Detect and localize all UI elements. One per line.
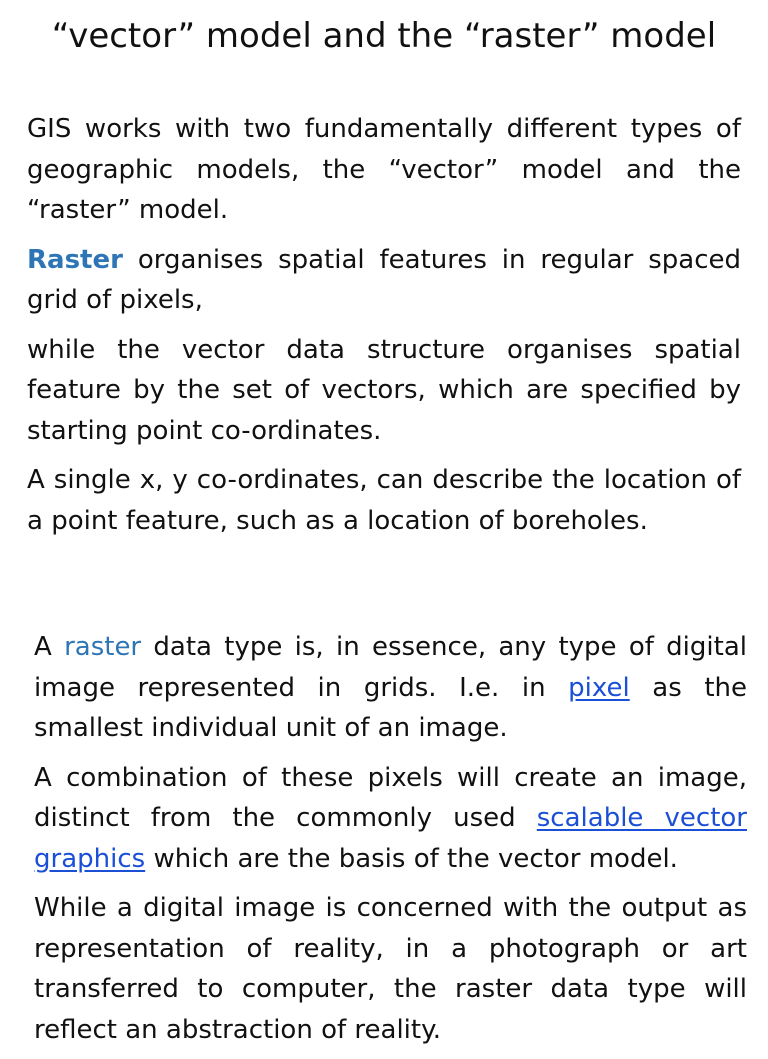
paragraph-raster-definition: [27, 240, 741, 321]
raster-keyword-inline: raster: [64, 632, 142, 662]
text-block-gis-models: [27, 109, 741, 550]
raster-definition-text: organises spatial features in regular spaced grid of pixels,: [27, 244, 741, 315]
pixel-combination-text-a: A combination of these pixels will create an image, distinct from the commonly used: [34, 762, 747, 833]
text-block-raster-data-type: [34, 627, 747, 1059]
raster-keyword: Raster: [27, 244, 123, 275]
slide-title: “vector” model and the “raster” model: [51, 16, 717, 56]
paragraph-point-feature: A single x, y co-ordinates, can describe the location of a point feature, such as a location of boreholes.: [27, 465, 741, 536]
paragraph-pixel-combination: [34, 758, 747, 880]
pixel-combination-text-b: which are the basis of the vector model.: [145, 843, 678, 874]
paragraph-gis-intro: GIS works with two fundamentally different types of geographic models, the “vector” model and the “raster” model.: [27, 114, 741, 225]
paragraph-vector-definition: while the vector data structure organises spatial feature by the set of vectors, which are specified by starting point co-ordinates.: [27, 334, 741, 446]
raster-data-type-text-a: A: [34, 632, 65, 662]
raster-data-type-text-c: as the smallest individual unit of an image.: [34, 672, 747, 743]
paragraph-digital-image: While a digital image is concerned with the output as representation of reality, in a photograph or art transferred to computer, the raster data type will reflect an abstraction of reality.: [34, 893, 747, 1045]
pixel-link[interactable]: pixel: [568, 672, 630, 703]
scalable-vector-graphics-link[interactable]: scalable vector graphics: [34, 803, 747, 874]
paragraph-raster-data-type: [34, 627, 747, 749]
raster-data-type-text-b: data type is, in essence, any type of digital image represented in grids. I.e. in: [34, 632, 747, 703]
